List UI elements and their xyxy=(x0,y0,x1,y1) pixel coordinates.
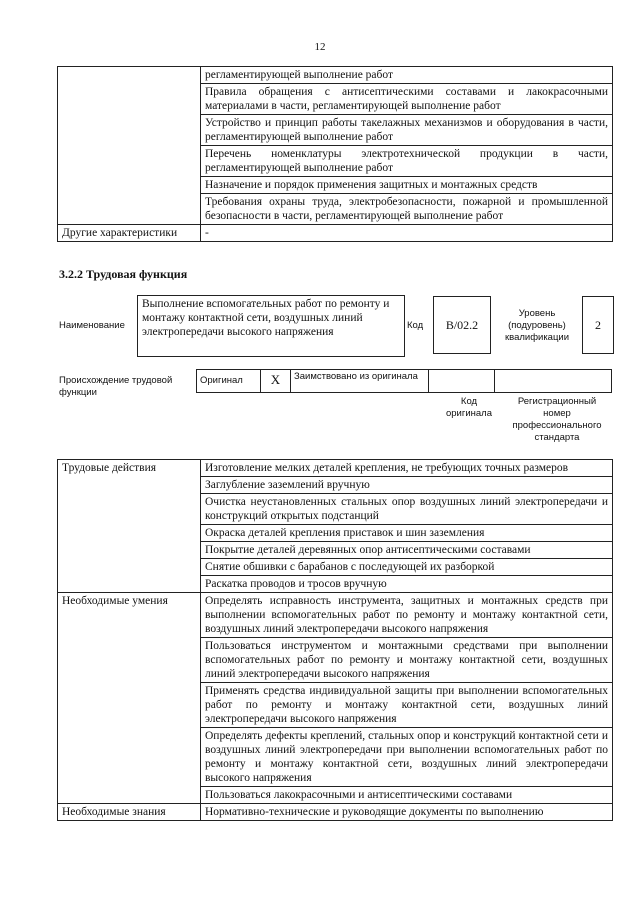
function-name-box: Выполнение вспомогательных работ по ремонту и монтажу контактной сети, воздушных линий электропередачи высокого напряжения xyxy=(137,295,405,357)
labor-action-row: Изготовление мелких деталей крепления, не требующих точных размеров xyxy=(201,460,613,477)
knowledge-row: Перечень номенклатуры электротехнической продукции в части, регламентирующей выполнение работ xyxy=(201,146,613,177)
skill-row: Определять дефекты креплений, стальных опор и конструкций контактной сети и воздушных линий электропередачи при выполнении вспомогательных работ по ремонту и монтажу контактной сети, воздушных линий электропередачи высокого напряжения xyxy=(201,728,613,787)
original-code-cell xyxy=(429,370,495,393)
function-details-table xyxy=(57,459,613,821)
borrowed-label: Заимствовано из оригинала xyxy=(291,370,429,393)
code-label: Код xyxy=(407,320,424,331)
knowledge-row: Правила обращения с антисептическими составами и лакокрасочными материалами в части, регламентирующей выполнение работ xyxy=(201,84,613,115)
original-mark-value: X xyxy=(270,372,281,387)
labor-action-row: Заглубление заземлений вручную xyxy=(201,477,613,494)
registration-number-cell xyxy=(495,370,612,393)
qualification-level-box: 2 xyxy=(582,296,614,354)
knowledge-row: регламентирующей выполнение работ xyxy=(201,67,613,84)
origin-label: Происхождение трудовой функции xyxy=(59,375,173,398)
knowledge-continuation-table xyxy=(57,66,613,242)
other-characteristics-value: - xyxy=(201,225,613,242)
labor-action-row: Очистка неустановленных стальных опор воздушных линий электропередачи и конструкций открытых подстанций xyxy=(201,494,613,525)
labor-actions-label: Трудовые действия xyxy=(58,460,201,593)
knowledge-row: Требования охраны труда, электробезопасности, пожарной и промышленной безопасности в части, регламентирующей выполнение работ xyxy=(201,194,613,225)
skill-row: Пользоваться инструментом и монтажными средствами при выполнении вспомогательных работ по ремонту и монтажу контактной сети, воздушных линий электропередачи высокого напряжения xyxy=(201,638,613,683)
knowledge-row: Устройство и принцип работы такелажных механизмов и оборудования в части, регламентирующей выполнение работ xyxy=(201,115,613,146)
labor-action-row: Раскатка проводов и тросов вручную xyxy=(201,576,613,593)
original-code-caption: Код оригинала xyxy=(445,396,492,419)
labor-action-row: Снятие обшивки с барабанов с последующей их разборкой xyxy=(201,559,613,576)
origin-table xyxy=(196,369,612,393)
knowledge-row: Назначение и порядок применения защитных и монтажных средств xyxy=(201,177,613,194)
required-knowledge-label: Необходимые знания xyxy=(58,804,201,821)
registration-number-caption: Регистрационный номер профессионального стандарта xyxy=(512,396,602,443)
name-label: Наименование xyxy=(59,320,125,331)
required-skills-label: Необходимые умения xyxy=(58,593,201,804)
knowledge-row: Нормативно-технические и руководящие документы по выполнению xyxy=(201,804,613,821)
page-number: 12 xyxy=(314,41,326,53)
original-mark xyxy=(261,370,291,393)
empty-label-cell xyxy=(58,67,201,225)
skill-row: Пользоваться лакокрасочными и антисептическими составами xyxy=(201,787,613,804)
qualification-level-label: Уровень (подуровень) квалификации xyxy=(504,308,570,343)
labor-action-row: Покрытие деталей деревянных опор антисептическими составами xyxy=(201,542,613,559)
section-title: 3.2.2 Трудовая функция xyxy=(59,267,188,281)
skill-row: Определять исправность инструмента, защитных и монтажных средств при выполнении вспомогательных работ по ремонту и монтажу контактной сети, воздушных линий электропередачи высокого напряжения xyxy=(201,593,613,638)
original-label: Оригинал xyxy=(197,370,261,393)
function-code-box: B/02.2 xyxy=(433,296,491,354)
labor-action-row: Окраска деталей крепления приставок и шин заземления xyxy=(201,525,613,542)
skill-row: Применять средства индивидуальной защиты при выполнении вспомогательных работ по ремонту и монтажу контактной сети, воздушных линий электропередачи высокого напряжения xyxy=(201,683,613,728)
other-characteristics-label: Другие характеристики xyxy=(58,225,201,242)
